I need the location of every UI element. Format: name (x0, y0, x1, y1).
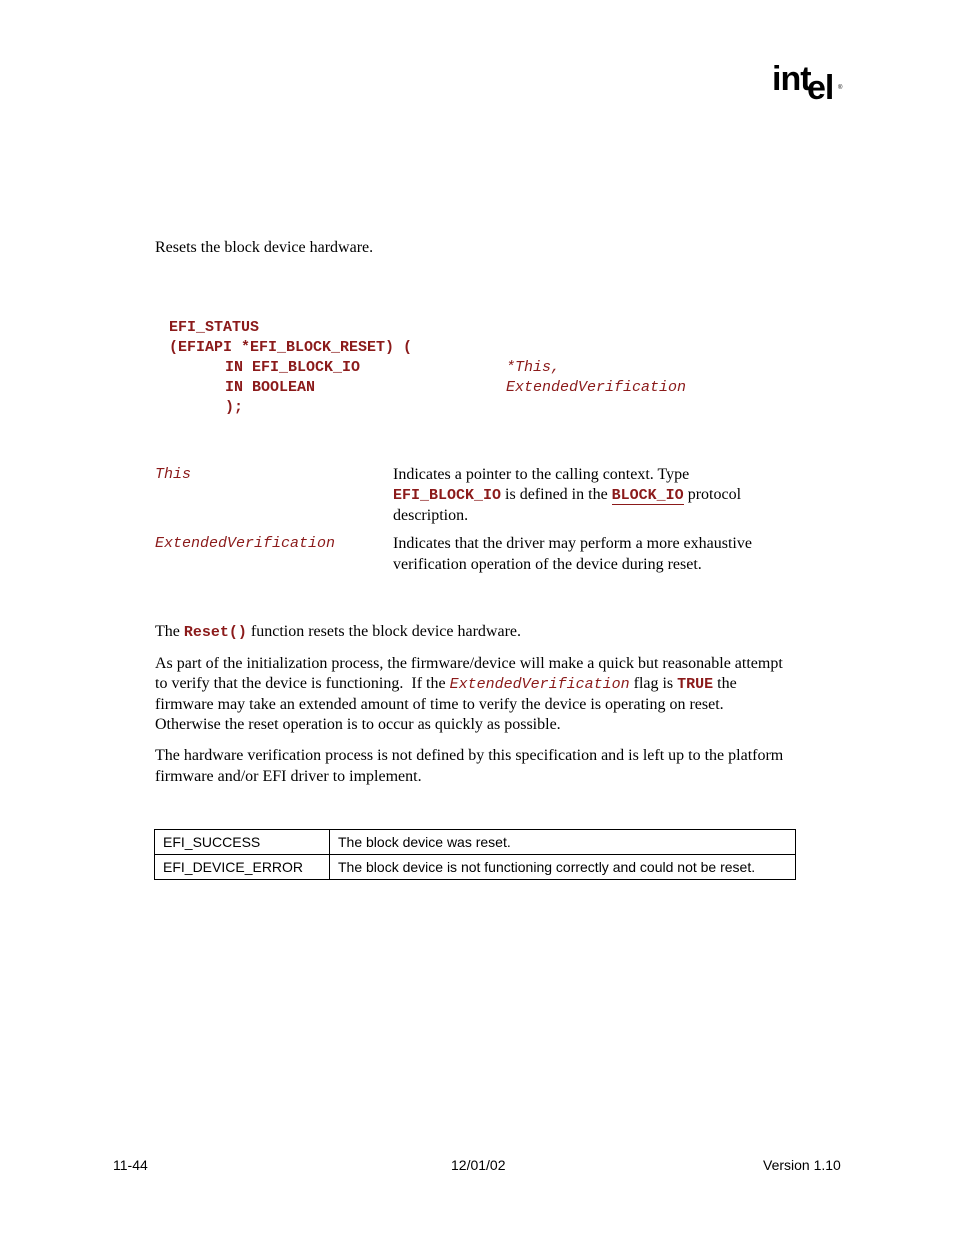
summary-text: Resets the block device hardware. (155, 239, 374, 256)
status-desc-cell: The block device was reset. (330, 830, 796, 855)
footer-version: Version 1.10 (763, 1157, 841, 1173)
code-true: TRUE (677, 676, 714, 693)
desc-paragraph-3-line1: The hardware verification process is not defined by this specification and is left up to the platform (155, 747, 784, 764)
desc-paragraph-2-line3: firmware may take an extended amount of time to verify the device is operating on reset. (155, 696, 724, 713)
param-this-desc-line3: description. (393, 507, 469, 524)
desc-paragraph-2-line1: As part of the initialization process, the firmware/device will make a quick but reasonable attempt (155, 655, 783, 672)
footer-date: 12/01/02 (451, 1157, 506, 1173)
param-this-desc-text2: protocol (683, 486, 742, 503)
desc-text: flag is (629, 675, 678, 692)
desc-paragraph-1 (155, 622, 521, 643)
logo-registered-mark: ® (838, 85, 843, 91)
code-efi-block-io: EFI_BLOCK_IO (393, 487, 502, 504)
status-codes-table (154, 829, 796, 880)
desc-text: The (155, 623, 184, 640)
logo-text-el: el (807, 69, 834, 107)
status-desc-cell: The block device is not functioning correctly and could not be reset. (330, 855, 796, 880)
desc-text: to verify that the device is functioning. If the (155, 675, 450, 692)
desc-paragraph-2-line2 (155, 674, 737, 695)
param-extended-name: ExtendedVerification (155, 535, 336, 552)
proto-param1-type: IN EFI_BLOCK_IO (225, 359, 361, 376)
code-extended-verification: ExtendedVerification (449, 676, 630, 693)
param-extended-desc-line1: Indicates that the driver may perform a more exhaustive (393, 535, 752, 552)
footer-page-number: 11-44 (113, 1157, 148, 1173)
proto-param1-name: *This, (506, 359, 561, 376)
logo-text-int: int (772, 60, 811, 98)
param-this-desc-text: is defined in the (501, 486, 612, 503)
proto-return-type: EFI_STATUS (169, 319, 260, 336)
proto-param2-type: IN BOOLEAN (225, 379, 316, 396)
intel-logo (772, 60, 844, 107)
status-code-cell: EFI_DEVICE_ERROR (155, 855, 330, 880)
status-code-cell: EFI_SUCCESS (155, 830, 330, 855)
proto-close: ); (225, 399, 244, 416)
table-row (155, 855, 796, 880)
table-row (155, 830, 796, 855)
block-io-link[interactable]: BLOCK_IO (611, 487, 684, 504)
param-extended-desc-line2: verification operation of the device during reset. (393, 556, 702, 573)
desc-paragraph-3-line2: firmware and/or EFI driver to implement. (155, 768, 422, 785)
desc-text: function resets the block device hardware. (246, 623, 521, 640)
code-reset: Reset() (183, 624, 247, 641)
param-this-name: This (155, 466, 192, 483)
desc-paragraph-2-line4: Otherwise the reset operation is to occur as quickly as possible. (155, 716, 561, 733)
proto-function-name: (EFIAPI *EFI_BLOCK_RESET) ( (169, 339, 413, 356)
param-this-desc-line1: Indicates a pointer to the calling context. Type (393, 466, 690, 483)
param-this-desc-line2 (393, 485, 741, 506)
proto-param2-name: ExtendedVerification (506, 379, 687, 396)
desc-text: the (713, 675, 737, 692)
